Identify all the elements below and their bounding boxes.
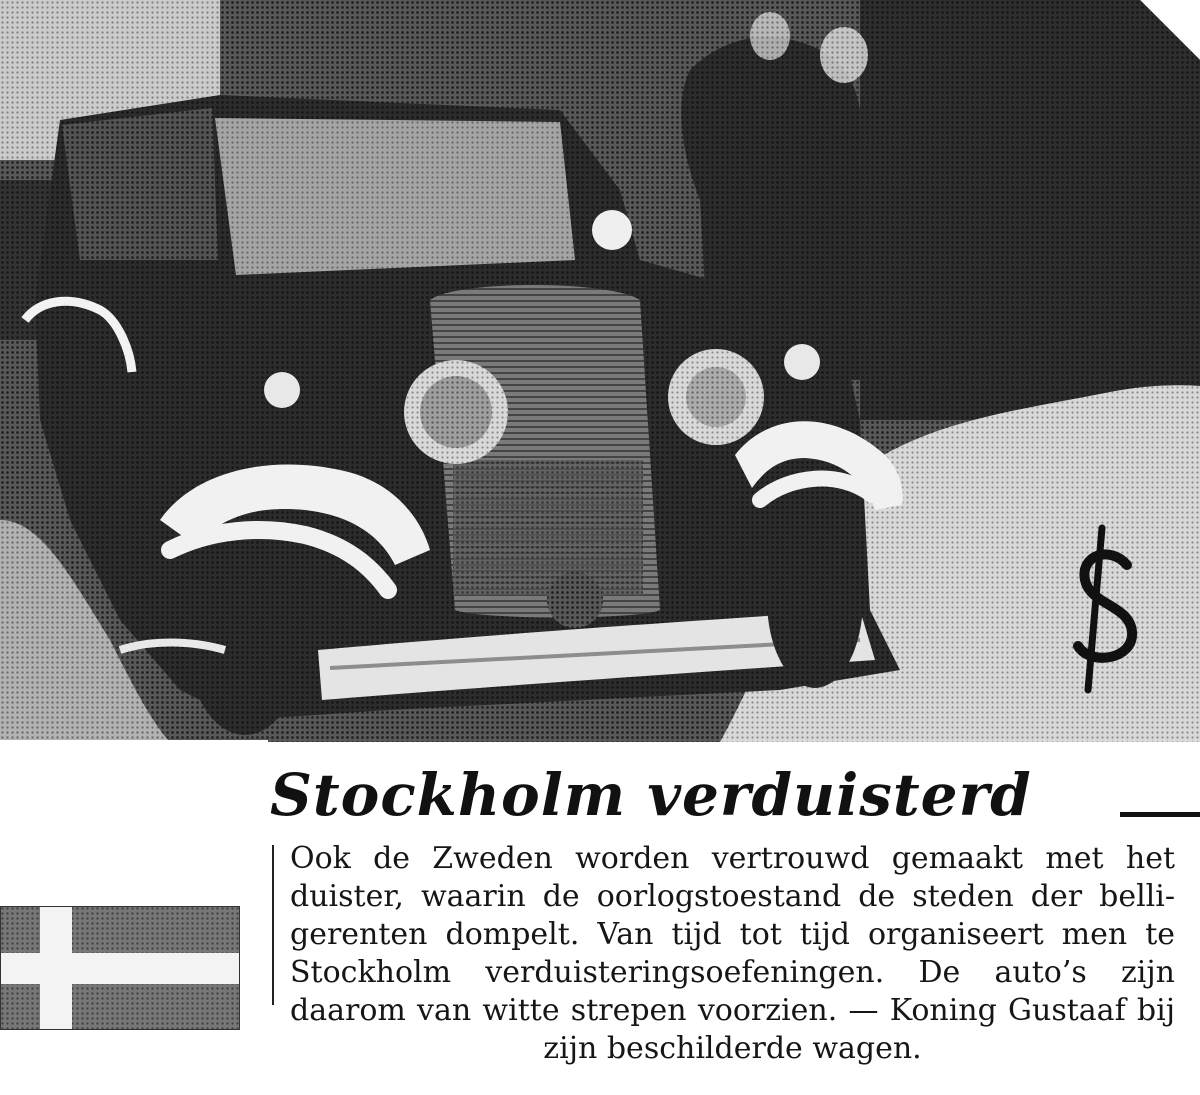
swedish-flag-icon xyxy=(0,906,240,1030)
article-caption: Ook de Zweden worden vertrouwd gemaakt met het duister, waarin de oorlogstoestand de steden der belligerenten dompelt. Van tijd tot tijd organiseert men te Stockholm verduisteringsoefeningen. De auto’s zijn daarom van witte strepen voorzien. — Koning Gustaaf bij zijn beschilderde wagen. xyxy=(290,841,1175,1066)
caption-left-rule xyxy=(272,845,274,1005)
article-headline: Stockholm verduisterd xyxy=(270,761,1032,829)
flag-illustration xyxy=(0,906,240,1030)
headline-rule xyxy=(1120,812,1200,817)
headline-area xyxy=(270,760,1200,830)
